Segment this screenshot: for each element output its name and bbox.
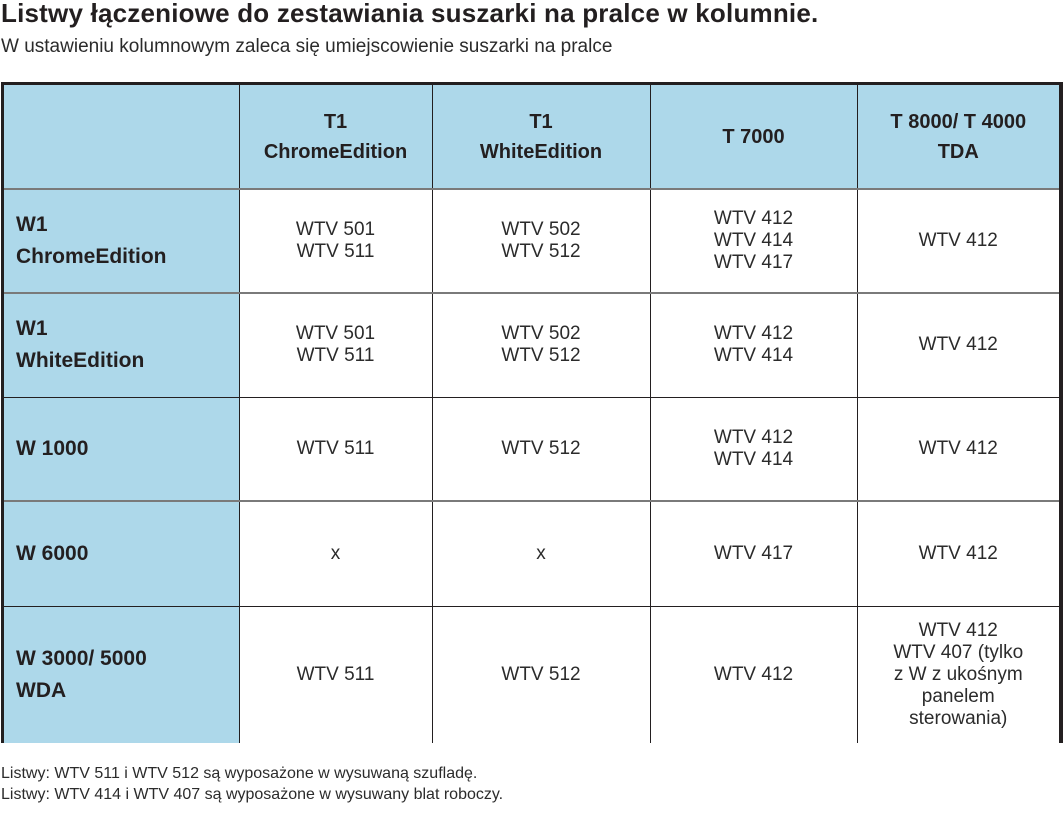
table-cell xyxy=(650,293,857,397)
row-header-w6000 xyxy=(4,501,239,606)
cell-line: WTV 512 xyxy=(501,437,581,459)
table-cell xyxy=(239,293,432,397)
table-cell xyxy=(857,606,1059,743)
table-cell xyxy=(857,293,1059,397)
row-header-w3000-5000 xyxy=(4,606,239,743)
row-header-line2: ChromeEdition xyxy=(16,245,167,268)
table-cell xyxy=(432,397,650,501)
column-header-line2: TDA xyxy=(937,140,979,163)
table-cell xyxy=(432,501,650,606)
table-cell xyxy=(432,189,650,293)
cell-line: WTV 502 xyxy=(501,219,581,240)
compatibility-grid xyxy=(4,85,1059,743)
table-cell xyxy=(650,189,857,293)
table-row-w6000 xyxy=(4,501,1059,606)
table-cell xyxy=(432,606,650,743)
column-header-line2: ChromeEdition xyxy=(263,140,408,163)
header-row xyxy=(4,85,1059,189)
row-header-line2: WDA xyxy=(16,678,67,702)
cell-line: WTV 512 xyxy=(501,241,581,262)
cell-line: z W z ukośnym xyxy=(893,663,1023,685)
row-header-w1-chrome xyxy=(4,189,239,293)
cell-line: WTV 417 xyxy=(713,542,794,564)
table-cell xyxy=(239,606,432,743)
cell-line: x xyxy=(330,542,341,564)
cell-line: WTV 501 xyxy=(295,323,376,345)
column-header-line1: T1 xyxy=(323,110,348,133)
corner-cell xyxy=(4,85,239,189)
row-header-w1000 xyxy=(4,397,239,501)
table-row-w1-white xyxy=(4,293,1059,397)
row-header-line1: W 3000/ 5000 xyxy=(16,646,147,670)
row-header-line1: W 6000 xyxy=(16,541,89,565)
row-header-line1: W1 xyxy=(16,317,48,341)
cell-line: WTV 512 xyxy=(501,663,581,685)
footnote-worktop: Listwy: WTV 414 i WTV 407 są wyposażone w wysuwany blat roboczy. xyxy=(1,786,504,803)
table-cell xyxy=(857,189,1059,293)
column-header-t1-white xyxy=(432,85,650,189)
row-header-line1: W1 xyxy=(16,213,48,236)
page-title: Listwy łączeniowe do zestawiania suszarki na pralce w kolumnie. xyxy=(1,0,819,28)
footnotes xyxy=(1,763,503,805)
column-header-t8000-t4000 xyxy=(857,85,1059,189)
cell-line: WTV 414 xyxy=(713,448,794,470)
cell-line: WTV 412 xyxy=(918,437,998,459)
cell-line: WTV 412 xyxy=(918,542,998,564)
table-cell xyxy=(239,189,432,293)
column-header-line1: T 8000/ T 4000 xyxy=(890,110,1027,133)
table-cell xyxy=(650,501,857,606)
row-header-line2: WhiteEdition xyxy=(16,349,145,373)
cell-line: WTV 417 xyxy=(713,252,794,273)
cell-line: WTV 512 xyxy=(501,345,581,367)
cell-line: sterowania) xyxy=(909,707,1008,729)
cell-line: WTV 412 xyxy=(713,208,794,229)
row-header-w1-white xyxy=(4,293,239,397)
cell-line: WTV 511 xyxy=(296,241,375,262)
row-header-line1: W 1000 xyxy=(16,436,89,460)
table-cell xyxy=(650,397,857,501)
cell-line: WTV 501 xyxy=(295,219,376,240)
table-cell xyxy=(239,397,432,501)
table-cell xyxy=(432,293,650,397)
cell-line: x xyxy=(536,542,546,564)
column-header-line1: T 7000 xyxy=(722,125,785,148)
cell-line: WTV 511 xyxy=(296,345,375,367)
cell-line: panelem xyxy=(921,685,995,707)
cell-line: WTV 511 xyxy=(296,437,375,459)
compatibility-table xyxy=(1,82,1063,743)
table-row-w1000 xyxy=(4,397,1059,501)
table-cell xyxy=(857,501,1059,606)
cell-line: WTV 412 xyxy=(918,334,998,356)
cell-line: WTV 412 xyxy=(713,663,794,685)
column-header-line1: T1 xyxy=(529,110,553,133)
column-header-t7000 xyxy=(650,85,857,189)
cell-line: WTV 412 xyxy=(918,619,998,641)
table-row-w1-chrome xyxy=(4,189,1059,293)
cell-line: WTV 412 xyxy=(713,323,794,345)
cell-line: WTV 511 xyxy=(296,663,375,685)
cell-line: WTV 414 xyxy=(713,345,794,367)
cell-line: WTV 407 (tylko xyxy=(893,641,1024,663)
cell-line: WTV 412 xyxy=(713,426,794,448)
table-cell xyxy=(239,501,432,606)
table-row-w3000-5000 xyxy=(4,606,1059,743)
column-header-t1-chrome xyxy=(239,85,432,189)
cell-line: WTV 412 xyxy=(918,230,998,251)
footnote-drawer: Listwy: WTV 511 i WTV 512 są wyposażone w wysuwaną szufladę. xyxy=(1,765,478,782)
cell-line: WTV 414 xyxy=(713,230,794,251)
column-header-line2: WhiteEdition xyxy=(479,140,603,163)
cell-line: WTV 502 xyxy=(501,323,581,345)
table-cell xyxy=(650,606,857,743)
page-subtitle: W ustawieniu kolumnowym zaleca się umiejscowienie suszarki na pralce xyxy=(1,36,613,57)
table-cell xyxy=(857,397,1059,501)
